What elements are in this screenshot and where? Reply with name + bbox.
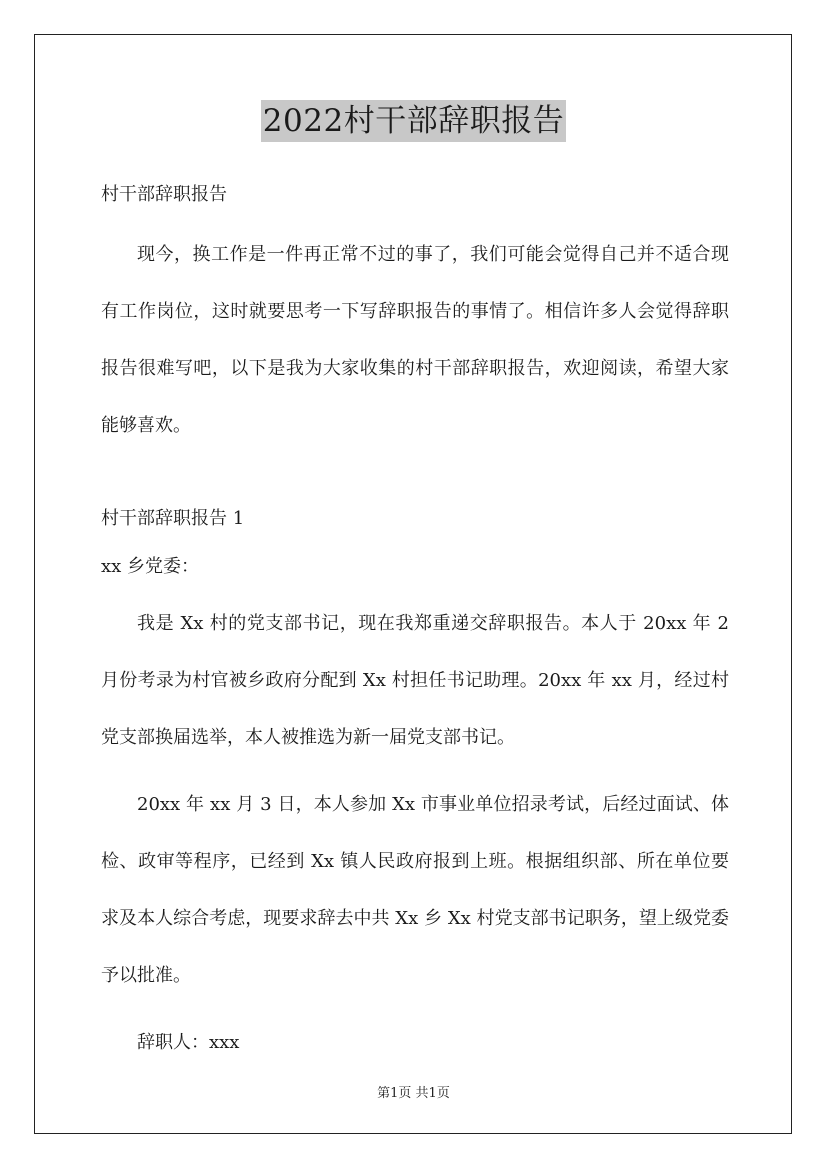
signature-line: 辞职人：xxx bbox=[137, 1032, 240, 1053]
section-spacer bbox=[101, 454, 729, 500]
section-heading: 村干部辞职报告 1 bbox=[101, 508, 245, 529]
body-paragraph-2: 20xx 年 xx 月 3 日，本人参加 Xx 市事业单位招录考试，后经过面试、体检、政审等程序，已经到 Xx 镇人民政府报到上班。根据组织部、所在单位要求及本人综合考虑，现要求辞去中共 Xx 乡 Xx 村党支部书记职务，望上级党委予以批准。 bbox=[101, 794, 729, 986]
document-subtitle: 村干部辞职报告 bbox=[101, 184, 227, 205]
title-container bbox=[0, 100, 827, 142]
intro-paragraph: 现今，换工作是一件再正常不过的事了，我们可能会觉得自己并不适合现有工作岗位，这时就要思考一下写辞职报告的事情了。相信许多人会觉得辞职报告很难写吧，以下是我为大家收集的村干部辞职报告，欢迎阅读，希望大家能够喜欢。 bbox=[101, 244, 729, 436]
body-paragraph-1: 我是 Xx 村的党支部书记，现在我郑重递交辞职报告。本人于 20xx 年 2 月份考录为村官被乡政府分配到 Xx 村担任书记助理。20xx 年 xx 月，经过村党支部换届选举，本人被推选为新一届党支部书记。 bbox=[101, 613, 729, 748]
salutation: xx 乡党委： bbox=[101, 556, 200, 577]
page-footer: 第1页 共1页 bbox=[377, 1086, 450, 1101]
document-body bbox=[101, 176, 729, 1071]
document-title: 2022村干部辞职报告 bbox=[261, 100, 566, 142]
